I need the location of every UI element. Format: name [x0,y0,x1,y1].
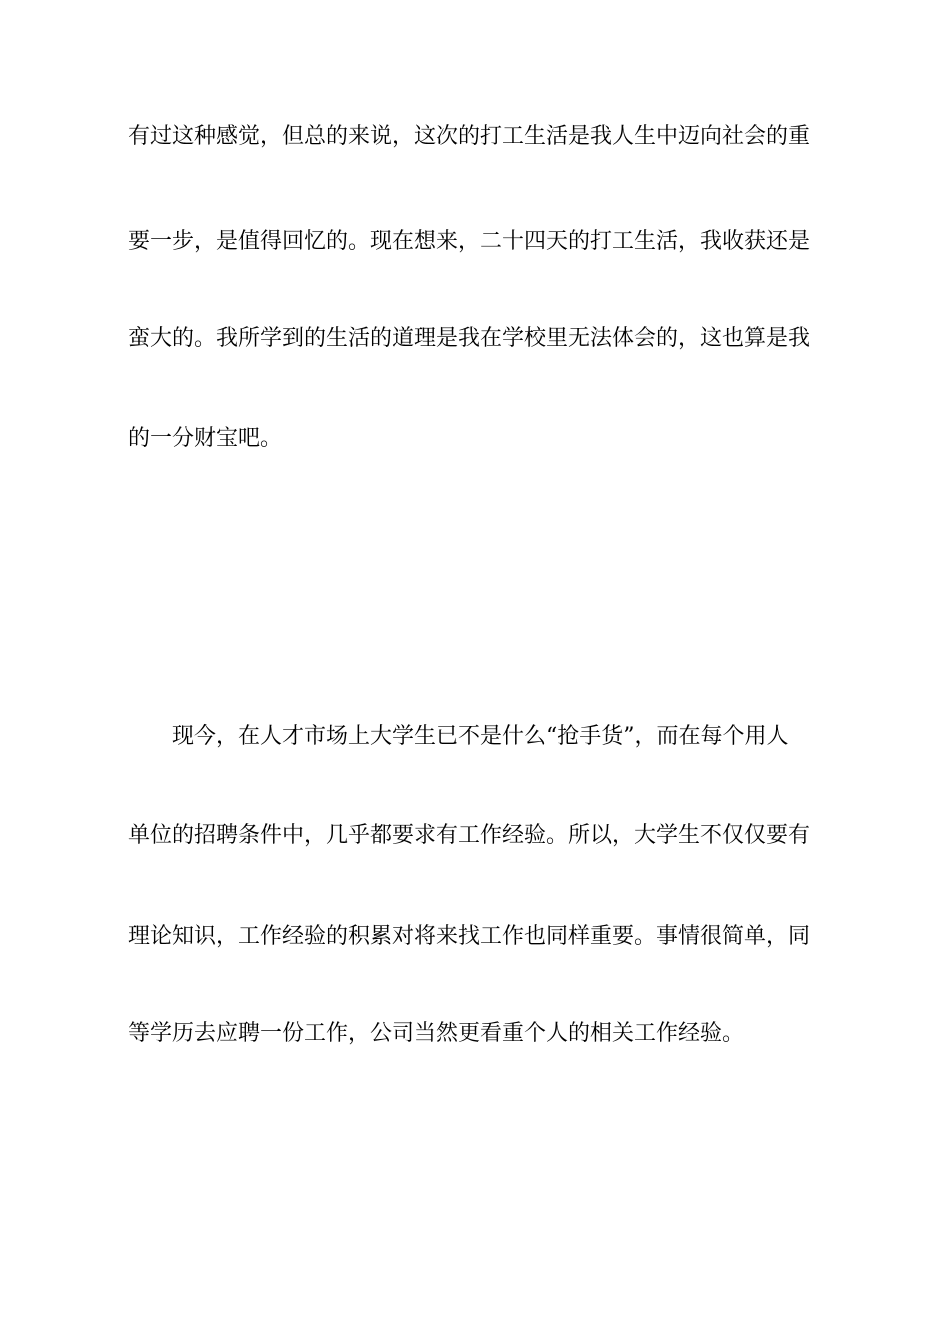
paragraph-line: 等学历去应聘一份工作，公司当然更看重个人的相关工作经验。 [128,1021,745,1046]
paragraph-line: 有过这种感觉，但总的来说，这次的打工生活是我人生中迈向社会的重 [128,124,811,149]
paragraph-line: 现今，在人才市场上大学生已不是什么“抢手货”，而在每个用人 [172,724,789,749]
paragraph-line: 的一分财宝吧。 [128,426,283,451]
paragraph-line: 蛮大的。我所学到的生活的道理是我在学校里无法体会的，这也算是我 [128,326,811,351]
paragraph-line: 要一步，是值得回忆的。现在想来，二十四天的打工生活，我收获还是 [128,229,811,254]
paragraph-line: 理论知识，工作经验的积累对将来找工作也同样重要。事情很简单，同 [128,924,811,949]
paragraph-line: 单位的招聘条件中，几乎都要求有工作经验。所以，大学生不仅仅要有 [128,823,811,848]
